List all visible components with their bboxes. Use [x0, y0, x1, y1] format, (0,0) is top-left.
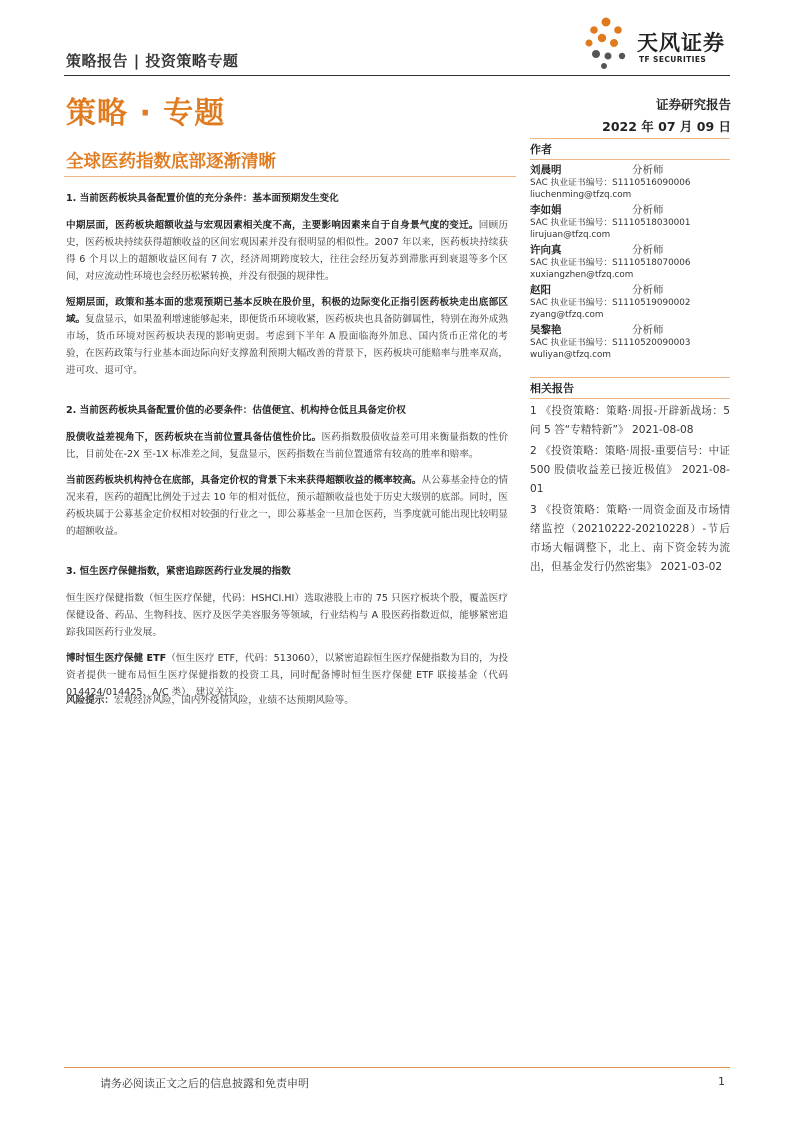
main-content	[66, 190, 508, 710]
paragraph-lead: 当前医药板块机构持仓在底部，具备定价权的背景下未来获得超额收益的概率较高。	[66, 475, 422, 486]
risk-text: 宏观经济风险，国内外疫情风险，业绩不达预期风险等。	[113, 695, 354, 706]
author-email[interactable]: xuxiangzhen@tfzq.com	[530, 270, 634, 280]
paragraph-text: 复盘显示，如果盈利增速能够起来，即便货币环境收紧，医药板块也具备防御属性，特别在海外成熟市场，货币环境对医药板块表现的影响更弱。考虑到下半年 A 股面临海外加息、国内货币正常化的考验，在医药政策与行业基本面边际向好支撑盈利预期大幅改善的背景下，医药板块可能赔率与胜率双高，进可攻、退可守。	[66, 314, 508, 376]
author-card	[530, 163, 730, 201]
authors-heading: 作者	[530, 138, 730, 160]
report-series: 策略报告 | 投资策略专题	[66, 52, 239, 70]
paragraph-text: （恒生医疗 ETF，代码：513060），以紧密追踪恒生医疗保健指数为目的，为投资者提供一键布局恒生医疗保健指数的投资工具，同时配备博时恒生医疗保健 ETF 联接基金（代码 014424/014425，A/C 类），建议关注。	[66, 653, 508, 698]
paragraph	[66, 472, 508, 540]
author-email[interactable]: liuchenming@tfzq.com	[530, 190, 632, 200]
paragraph-text: 恒生医疗保健指数（恒生医疗保健，代码：HSHCI.HI）选取港股上市的 75 只医疗板块个股，覆盖医疗保健设备、药品、生物科技、医疗及医学美容服务等领域，行业结构与 A 股医药指数近似，能够紧密追踪我国医药行业发展。	[66, 593, 508, 638]
subtitle-divider	[64, 176, 516, 177]
author-sac: SAC 执业证书编号：S1110520090003	[530, 338, 691, 348]
author-email[interactable]: wuliyan@tfzq.com	[530, 350, 611, 360]
paragraph-text: 回顾历史，医药板块持续获得超额收益的区间宏观因素并没有很明显的相似性。2007 年以来，医药板块持续获得 6 个月以上的超额收益区间有 7 次，经济周期跨度较大，往往会经历复苏到滞胀再到衰退等多个区间，对应流动性环境也会经历松紧转换，并没有很强的规律性。	[66, 220, 508, 282]
logo-text: 天风证券	[637, 31, 725, 55]
author-role: 分析师	[632, 324, 664, 336]
section-heading: 2. 当前医药板块具备配置价值的必要条件：估值便宜、机构持仓低且具备定价权	[66, 405, 406, 416]
author-name: 赵阳	[530, 284, 551, 296]
author-role: 分析师	[632, 164, 664, 176]
author-card	[530, 283, 730, 321]
author-email[interactable]: zyang@tfzq.com	[530, 310, 604, 320]
author-sac: SAC 执业证书编号：S1110518030001	[530, 218, 691, 228]
header-divider	[64, 75, 730, 76]
related-report-link[interactable]: 2 《投资策略：策略·周报-重要信号：中证 500 股债收益差已接近极值》 2021-08-01	[530, 445, 730, 495]
paragraph-text: 从公募基金持仓的情况来看，医药的超配比例处于过去 10 年的相对低位，预示超额收益也处于历史大级别的底部。同时，医药板块属于公募基金定价权相对较强的行业之一，即公募基金一旦加仓医药，当季度就可能出现比较明显的超额收益。	[66, 475, 509, 537]
author-sac: SAC 执业证书编号：S1110516090006	[530, 178, 691, 188]
page-number: 1	[718, 1075, 725, 1088]
logo-subtext: TF SECURITIES	[639, 55, 707, 64]
author-card	[530, 243, 730, 281]
risk-label: 风险提示：	[66, 695, 114, 706]
page-title: 策略 · 专题	[66, 96, 226, 131]
paragraph-text: 医药指数股债收益差可用来衡量指数的性价比，目前处在-2X 至-1X 标准差之间，复盘显示，医药指数在当前位置通常有较高的胜率和赔率。	[66, 432, 509, 460]
author-email[interactable]: lirujuan@tfzq.com	[530, 230, 611, 240]
author-card	[530, 203, 730, 241]
report-subtitle: 全球医药指数底部逐渐清晰	[66, 152, 276, 172]
tf-logo-icon	[584, 16, 632, 70]
related-report-link[interactable]: 1 《投资策略：策略·周报-开辟新战场：5 问 5 答“专精特新”》 2021-08-08	[530, 405, 730, 436]
paragraph	[66, 217, 508, 285]
author-role: 分析师	[632, 204, 664, 216]
paragraph-lead: 中期层面，医药板块超额收益与宏观因素相关度不高，主要影响因素来自于自身景气度的变迁。	[66, 220, 479, 231]
footer-disclaimer: 请务必阅读正文之后的信息披露和免责申明	[100, 1077, 309, 1090]
author-name: 李如娟	[530, 204, 562, 216]
report-date: 2022 年 07 月 09 日	[602, 119, 731, 134]
author-name: 刘晨明	[530, 164, 562, 176]
section-heading: 1. 当前医药板块具备配置价值的充分条件：基本面预期发生变化	[66, 193, 339, 204]
author-name: 许向真	[530, 244, 562, 256]
section-heading: 3. 恒生医疗保健指数，紧密追踪医药行业发展的指数	[66, 566, 291, 577]
author-role: 分析师	[632, 284, 664, 296]
author-sac: SAC 执业证书编号：S1110519090002	[530, 298, 691, 308]
author-role: 分析师	[632, 244, 664, 256]
paragraph	[66, 590, 508, 641]
author-sac: SAC 执业证书编号：S1110518070006	[530, 258, 691, 268]
author-name: 吴黎艳	[530, 324, 562, 336]
sidebar	[530, 138, 730, 579]
paragraph-lead: 股债收益差视角下，医药板块在当前位置具备估值性价比。	[66, 432, 322, 443]
paragraph-lead: 短期层面，政策和基本面的悲观预期已基本反映在股价里，积极的边际变化正指引医药板块走出底部区域。	[66, 297, 508, 325]
paragraph-lead: 博时恒生医疗保健 ETF	[66, 653, 167, 664]
paragraph	[66, 429, 508, 463]
author-card	[530, 323, 730, 361]
related-report-link[interactable]: 3 《投资策略：策略·一周资金面及市场情绪监控（20210222-20210228）-节后市场大幅调整下，北上、南下资金转为流出，但基金发行仍然密集》 2021-03-02	[530, 504, 730, 573]
related-reports-heading: 相关报告	[530, 377, 730, 399]
paragraph	[66, 294, 508, 379]
risk-warning	[66, 692, 508, 709]
footer-divider	[64, 1067, 730, 1068]
report-type: 证券研究报告	[655, 97, 731, 112]
